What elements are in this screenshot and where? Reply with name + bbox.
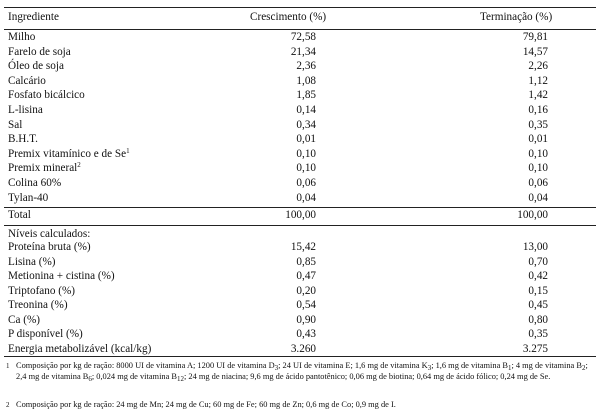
calculated-name bbox=[8, 298, 68, 313]
footnote-subscript: 2 bbox=[581, 364, 586, 372]
calculated-name-text: Lisina (%) bbox=[8, 255, 56, 268]
header-finishing: Terminação (%) bbox=[480, 11, 553, 23]
ingredient-name bbox=[8, 147, 130, 162]
total-label: Total bbox=[8, 209, 31, 221]
calculated-name-text: Metionina + cistina (%) bbox=[8, 270, 115, 282]
ingredient-row bbox=[0, 161, 600, 176]
calculated-finishing: 13,00 bbox=[522, 241, 548, 253]
footnote-subscript: 3 bbox=[274, 364, 279, 372]
calculated-row bbox=[0, 327, 600, 342]
calculated-row bbox=[0, 313, 600, 328]
ingredient-name bbox=[8, 30, 35, 45]
calculated-growth: 0,90 bbox=[296, 313, 316, 326]
ingredient-row bbox=[0, 30, 600, 45]
ingredient-row bbox=[0, 74, 600, 89]
ingredient-finishing: 0,35 bbox=[528, 118, 548, 131]
ingredient-finishing: 14,57 bbox=[522, 45, 548, 58]
footnote-text-part: ; 1,6 mg de vitamina B bbox=[431, 361, 508, 370]
ingredient-name-text: Milho bbox=[8, 31, 36, 43]
ingredient-growth: 1,85 bbox=[296, 89, 316, 102]
ingredient-name-text: Fosfato bicálcico bbox=[8, 89, 85, 102]
footnote-1 bbox=[6, 361, 594, 403]
ingredient-name bbox=[8, 191, 48, 206]
ingredient-finishing: 0,06 bbox=[528, 177, 548, 189]
calculated-growth: 0,54 bbox=[296, 299, 316, 311]
footnote-2 bbox=[6, 400, 594, 412]
ingredient-growth: 0,10 bbox=[296, 162, 316, 175]
total-row bbox=[0, 208, 600, 223]
ingredient-name-text: Óleo de soja bbox=[8, 60, 64, 73]
ingredient-growth: 0,34 bbox=[296, 118, 316, 131]
total-finishing: 100,00 bbox=[517, 209, 548, 221]
calculated-growth: 0,47 bbox=[296, 270, 316, 282]
ingredient-name-text: Tylan-40 bbox=[8, 191, 49, 204]
ingredient-name bbox=[8, 45, 71, 60]
ingredient-name-text: Farelo de soja bbox=[8, 45, 71, 58]
footnote-subscript: 12 bbox=[176, 374, 184, 383]
footnote-subscript: 3 bbox=[427, 364, 432, 372]
ingredient-row bbox=[0, 103, 600, 118]
ingredient-name bbox=[8, 132, 38, 147]
ingredient-row bbox=[0, 59, 600, 74]
ingredient-growth: 1,08 bbox=[296, 74, 316, 87]
ingredient-finishing: 0,10 bbox=[528, 147, 548, 160]
ingredient-finishing: 79,81 bbox=[522, 31, 548, 43]
ingredient-name-text: Premix vitamínico e de Se bbox=[8, 147, 127, 160]
calculated-row bbox=[0, 284, 600, 299]
ingredient-row bbox=[0, 88, 600, 103]
footnote-2-mark: 2 bbox=[6, 401, 10, 409]
calculated-heading: Níveis calculados: bbox=[8, 228, 91, 240]
calculated-name-text: Energia metabolizável (kcal/kg) bbox=[8, 342, 152, 355]
footnote-ref: 2 bbox=[77, 161, 81, 170]
bottom-rule bbox=[4, 356, 596, 357]
ingredient-name bbox=[8, 103, 43, 118]
ingredient-growth: 2,36 bbox=[296, 60, 316, 73]
calculated-name bbox=[8, 255, 56, 270]
footnote-text-part: Composição por kg de ração: 8000 UI de vitamina A; 1200 UI de vitamina D bbox=[16, 361, 275, 370]
header-growth: Crescimento (%) bbox=[250, 11, 327, 23]
ingredient-growth: 21,34 bbox=[290, 45, 316, 58]
ingredient-growth: 0,10 bbox=[296, 147, 316, 160]
ingredient-finishing: 0,10 bbox=[528, 162, 548, 175]
ingredient-name bbox=[8, 88, 85, 103]
calculated-growth: 0,43 bbox=[296, 328, 316, 340]
ingredient-row bbox=[0, 132, 600, 147]
calculated-row bbox=[0, 240, 600, 255]
ingredient-name-text: Premix mineral bbox=[8, 162, 78, 175]
calculated-name bbox=[8, 342, 151, 357]
calculated-name bbox=[8, 284, 75, 299]
ingredient-growth: 0,06 bbox=[296, 177, 316, 189]
calculated-growth: 3.260 bbox=[290, 342, 316, 355]
footnote-text-part: Composição por kg de ração: 24 mg de Mn; 24 mg de Cu; 60 mg de Fe; 60 mg de Zn; 0,6 mg de Co; 0,9 mg de I. bbox=[16, 400, 396, 409]
ingredient-name-text: L-lisina bbox=[8, 104, 43, 116]
ingredient-name bbox=[8, 161, 81, 176]
calculated-finishing: 3.275 bbox=[522, 342, 548, 355]
ingredient-growth: 0,04 bbox=[296, 191, 316, 204]
calculated-name bbox=[8, 313, 40, 328]
footnote-text-part: ; 24 UI de vitamina E; 1,6 mg de vitamina K bbox=[278, 361, 428, 370]
calculated-name bbox=[8, 327, 83, 342]
calculated-growth: 0,85 bbox=[296, 255, 316, 268]
calculated-growth: 0,20 bbox=[296, 284, 316, 297]
footnote-1-mark: 1 bbox=[6, 362, 10, 370]
calculated-finishing: 0,42 bbox=[528, 270, 548, 282]
calculated-growth: 15,42 bbox=[290, 241, 316, 253]
ingredient-growth: 0,14 bbox=[296, 104, 316, 116]
ingredient-name-text: B.H.T. bbox=[8, 133, 38, 146]
ingredient-row bbox=[0, 147, 600, 162]
footnote-text-part: ; 24 mg de niacina; 9,6 mg de ácido pantotênico; 0,06 mg de biotina; 0,64 mg de ácido fólico; 0,24 mg de Se. bbox=[183, 371, 551, 381]
calculated-finishing: 0,35 bbox=[528, 328, 548, 340]
calculated-name-text: P disponível (%) bbox=[8, 328, 83, 340]
ingredient-finishing: 2,26 bbox=[528, 60, 548, 73]
ingredient-name bbox=[8, 59, 64, 74]
ingredient-name bbox=[8, 74, 46, 89]
calculated-finishing: 0,15 bbox=[528, 284, 548, 297]
ingredient-finishing: 0,01 bbox=[528, 133, 548, 146]
calculated-name bbox=[8, 269, 115, 284]
ingredient-row bbox=[0, 191, 600, 206]
footnote-2-text bbox=[16, 400, 594, 411]
calculated-finishing: 0,80 bbox=[528, 313, 548, 326]
ingredient-finishing: 0,16 bbox=[528, 104, 548, 116]
ingredient-name-text: Colina 60% bbox=[8, 177, 62, 189]
ingredient-name bbox=[8, 118, 22, 133]
ingredient-finishing: 1,12 bbox=[528, 74, 548, 87]
ingredient-name bbox=[8, 176, 61, 191]
calculated-name bbox=[8, 240, 91, 255]
footnote-subscript: 1 bbox=[507, 364, 512, 372]
ingredient-finishing: 0,04 bbox=[528, 191, 548, 204]
top-rule bbox=[4, 7, 596, 8]
ingredient-name-text: Calcário bbox=[8, 74, 46, 87]
header-ingredient: Ingrediente bbox=[8, 11, 59, 23]
calculated-row bbox=[0, 298, 600, 313]
ingredient-finishing: 1,42 bbox=[528, 89, 548, 102]
calculated-row bbox=[0, 255, 600, 270]
calculated-finishing: 0,45 bbox=[528, 299, 548, 311]
ingredient-row bbox=[0, 45, 600, 60]
footnote-text-part: ; 2,4 mg de vitamina B bbox=[16, 361, 588, 381]
calculated-name-text: Triptofano (%) bbox=[8, 284, 76, 297]
total-rule-bottom bbox=[4, 225, 596, 226]
footnote-subscript: 6 bbox=[88, 374, 92, 383]
calculated-row bbox=[0, 269, 600, 284]
footnote-text-part: ; 0,024 mg de vitamina B bbox=[91, 371, 177, 381]
ingredient-growth: 72,58 bbox=[290, 31, 316, 43]
ingredient-name-text: Sal bbox=[8, 118, 23, 131]
calculated-name-text: Proteína bruta (%) bbox=[8, 241, 91, 253]
calculated-row bbox=[0, 342, 600, 357]
footnote-1-text bbox=[16, 361, 594, 382]
ingredient-growth: 0,01 bbox=[296, 133, 316, 146]
calculated-name-text: Treonina (%) bbox=[8, 299, 68, 311]
calculated-finishing: 0,70 bbox=[528, 255, 548, 268]
footnote-text-part: ; 4 mg de vitamina B bbox=[511, 361, 582, 370]
ingredient-row bbox=[0, 118, 600, 133]
calculated-name-text: Ca (%) bbox=[8, 313, 40, 326]
ingredient-row bbox=[0, 176, 600, 191]
footnote-ref: 1 bbox=[126, 146, 130, 155]
total-growth: 100,00 bbox=[285, 209, 316, 221]
